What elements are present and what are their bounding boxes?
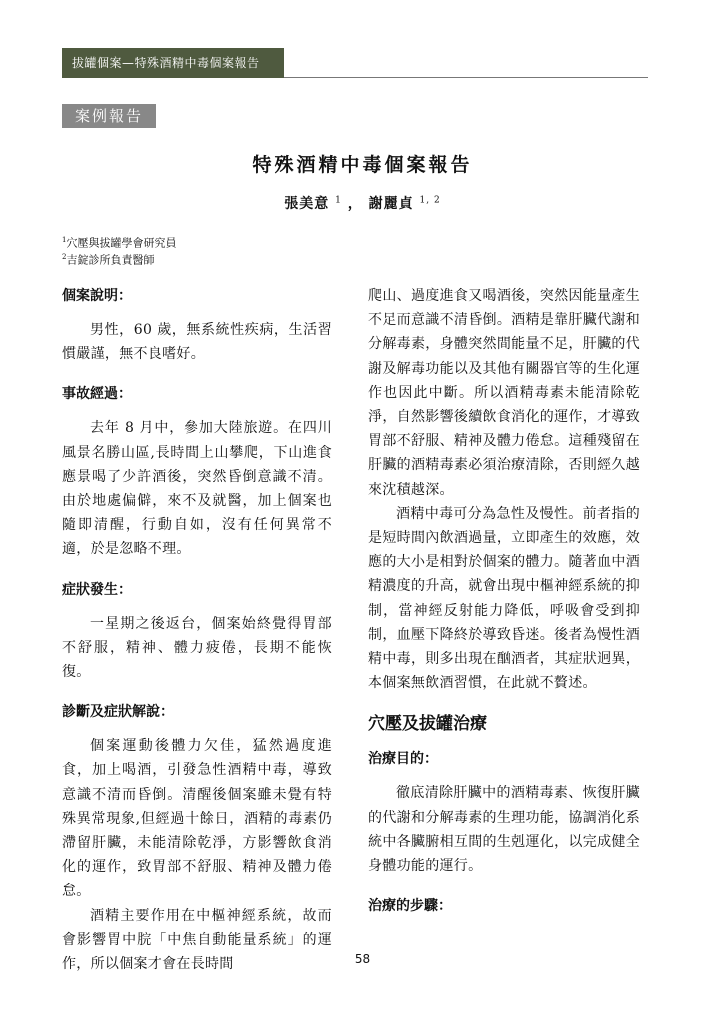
running-header: 拔罐個案—特殊酒精中毒個案報告 [62,48,284,78]
affiliation-text: 吉錠診所負責醫師 [66,253,155,267]
right-column [368,284,640,918]
header-rule [284,77,648,78]
affiliation-mark: 2 [62,253,67,261]
accident-paragraph: 去年 8 月中，參加大陸旅遊。在四川風景名勝山區,長時間上山攀爬，下山進食應景喝了少許酒後，突然昏倒意識不清。由於地處偏僻，來不及就醫，加上個案也隨即清醒，行動自如，沒有任何異常不適，於是忽略不理。 [62,420,332,558]
paper-title: 特殊酒精中毒個案報告 [252,154,473,176]
author-affil-mark: 1, 2 [419,195,441,206]
affiliation-mark: 1 [62,236,67,244]
steps-heading: 治療的步驟： [368,898,452,915]
diagnosis-heading: 診斷及症狀解說： [62,704,174,721]
symptom-paragraph: 一星期之後返台，個案始終覺得胃部不舒服，精神、體力疲倦，長期不能恢復。 [62,615,332,681]
case-paragraph: 男性，60 歲，無系統性疾病，生活習慣嚴謹，無不良嗜好。 [62,322,332,363]
case-heading: 個案說明： [62,288,132,304]
goal-paragraph: 徹底清除肝臟中的酒精毒素、恢復肝臟的代謝和分解毒素的生理功能，協調消化系統中各臟腑相互間的生剋運化，以完成健全身體功能的運行。 [368,785,640,875]
left-column [62,284,332,976]
section-tag: 案例報告 [62,104,156,128]
author-name: 張美意 [284,196,330,212]
continued-paragraph: 爬山、過度進食又喝酒後，突然因能量產生不足而意識不清昏倒。酒精是靠肝臟代謝和分解毒素，身體突然間能量不足，肝臟的代謝及解毒功能以及其他有關器官等的生化運作也因此中斷。所以酒精毒素未能清除乾淨，自然影響後續飲食消化的運作，才導致胃部不舒服、精神及體力倦怠。這種殘留在肝臟的酒精毒素必須治療清除，否則經久越來沈積越深。 [368,288,640,498]
affiliation [62,233,176,251]
author-line [0,193,725,213]
affiliation-text: 穴壓與拔罐學會研究員 [66,236,177,250]
author-name: 謝麗貞 [368,196,414,212]
goal-heading: 治療目的： [368,751,438,768]
accident-heading: 事故經過： [62,386,132,403]
page-number: 58 [354,952,371,966]
treatment-heading: 穴壓及拔罐治療 [368,714,487,735]
author-separator: ， [347,196,363,212]
diagnosis-paragraph: 酒精主要作用在中樞神經系統，故而會影響胃中脘「中焦自動能量系統」的運作，所以個案才會在長時間 [62,907,332,973]
diagnosis-paragraph: 個案運動後體力欠佳，猛然過度進食，加上喝酒，引發急性酒精中毒，導致意識不清而昏倒。清醒後個案雖未覺有特殊異常現象,但經過十餘日，酒精的毒素仍滯留肝臟，未能清除乾淨，方影響飲食消化的運作，致胃部不舒服、精神及體力倦怠。 [62,738,332,900]
author-affil-mark: 1 [335,195,342,206]
affiliation [62,250,154,268]
poisoning-paragraph: 酒精中毒可分為急性及慢性。前者指的是短時間內飲酒過量，立即產生的效應，效應的大小是相對於個案的體力。隨著血中酒精濃度的升高，就會出現中樞神經系統的抑制，當神經反射能力降低，呼吸會受到抑制，血壓下降終於導致昏迷。後者為慢性酒精中毒，則多出現在酗酒者，其症狀迥異，本個案無飲酒習慣，在此就不贅述。 [368,505,640,692]
symptom-heading: 症狀發生： [62,581,132,598]
